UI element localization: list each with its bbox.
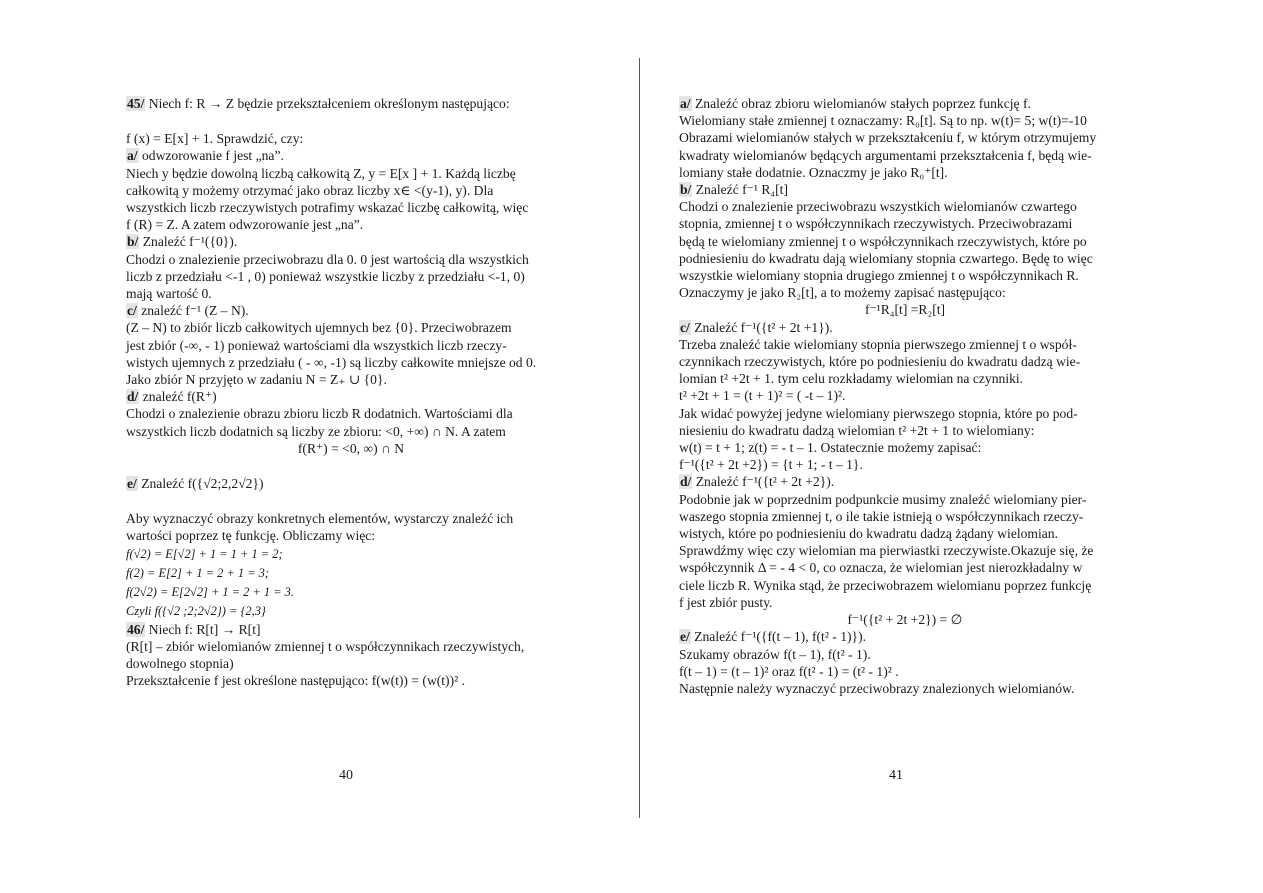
text-line	[679, 112, 1131, 129]
line-text: Znaleźć f⁻¹({t² + 2t +1}).	[690, 319, 833, 335]
text-line	[126, 440, 576, 457]
text-line	[126, 510, 576, 527]
line-text: f(2) = E[2] + 1 = 2 + 1 = 3;	[126, 565, 269, 580]
line-text: Jak widać powyżej jedyne wielomiany pierwszego stopnia, które po pod-	[679, 405, 1078, 421]
text-line	[679, 164, 1131, 181]
line-text: odwzorowanie f jest „na”.	[138, 148, 284, 164]
text-line	[679, 198, 1131, 215]
line-text: Szukamy obrazów f(t – 1), f(t² - 1).	[679, 646, 871, 662]
exercise-marker: e/	[680, 629, 690, 645]
text-line	[679, 250, 1131, 267]
text-line	[679, 233, 1131, 250]
line-text: (R[t] – zbiór wielomianów zmiennej t o współczynnikach rzeczywistych,	[126, 638, 525, 654]
text-line	[126, 233, 576, 250]
line-text: Aby wyznaczyć obrazy konkretnych elementów, wystarczy znaleźć ich	[126, 511, 514, 527]
text-line	[126, 337, 576, 354]
line-text: Znaleźć f⁻¹ R₄[t]	[692, 182, 788, 198]
text-line	[126, 405, 576, 422]
line-text: jest zbiór (-∞, - 1) ponieważ wartościami dla wszystkich liczb rzeczy-	[126, 337, 507, 353]
text-line	[126, 672, 576, 689]
text-line	[679, 267, 1131, 284]
text-line	[126, 655, 576, 672]
text-line	[679, 405, 1131, 422]
line-text: Znaleźć f⁻¹({0}).	[139, 234, 238, 250]
line-text: f(√2) = E[√2] + 1 = 1 + 1 = 2;	[126, 546, 283, 561]
text-line	[679, 353, 1131, 370]
line-text: waszego stopnia zmiennej t, o ile takie istnieją o współczynnikach rzeczy-	[679, 508, 1084, 524]
line-text: t² +2t + 1 = (t + 1)² = ( -t – 1)².	[679, 388, 846, 404]
line-text: czynnikach rzeczywistych, które po podniesieniu do kwadratu dadzą wie-	[679, 354, 1081, 370]
text-line	[126, 371, 576, 388]
exercise-marker: d/	[680, 474, 692, 490]
line-text: znaleźć f⁻¹ (Z – N).	[137, 303, 249, 319]
text-line	[126, 319, 576, 336]
text-line	[126, 302, 576, 319]
text-line	[679, 663, 1131, 680]
text-line	[679, 559, 1131, 576]
line-text: Niech y będzie dowolną liczbą całkowitą Z, y = E[x ] + 1. Każdą liczbę	[126, 165, 516, 181]
text-line	[679, 646, 1131, 663]
text-line	[679, 594, 1131, 611]
text-line	[679, 95, 1131, 112]
line-text: f (x) = E[x] + 1. Sprawdzić, czy:	[126, 131, 304, 147]
text-line	[126, 545, 576, 564]
line-text: Chodzi o znalezienie przeciwobrazu wszystkich wielomianów czwartego	[679, 199, 1077, 215]
line-text: wartości poprzez tę funkcję. Obliczamy więc:	[126, 528, 376, 544]
right-page-number: 41	[889, 768, 903, 783]
text-line	[679, 147, 1131, 164]
line-text: f⁻¹({t² + 2t +2}) = {t + 1; - t – 1}.	[679, 457, 863, 473]
line-text: wistych ujemnych z przedziału ( - ∞, -1) są liczby całkowite mniejsze od 0.	[126, 354, 537, 370]
exercise-marker: b/	[680, 182, 692, 198]
exercise-marker: c/	[127, 303, 137, 319]
text-line	[126, 564, 576, 583]
line-text: Oznaczymy je jako R₂[t], a to możemy zapisać następująco:	[679, 285, 1006, 301]
text-line	[679, 422, 1131, 439]
spacer	[126, 457, 576, 475]
text-line	[126, 268, 576, 285]
right-page	[679, 95, 1131, 697]
exercise-marker: 46/	[127, 621, 145, 637]
line-text: lomian t² +2t + 1. tym celu rozkładamy wielomian na czynniki.	[679, 371, 1024, 387]
exercise-marker: a/	[127, 148, 138, 164]
line-text: dowolnego stopnia)	[126, 656, 234, 672]
left-page	[126, 95, 576, 689]
line-text: f⁻¹R₄[t] =R₂[t]	[864, 302, 946, 318]
text-line	[679, 387, 1131, 404]
text-line	[126, 621, 576, 638]
text-line	[126, 165, 576, 182]
text-line	[126, 147, 576, 164]
line-text: Podobnie jak w poprzednim podpunkcie musimy znaleźć wielomiany pier-	[679, 491, 1087, 507]
text-line	[679, 301, 1131, 318]
text-line	[126, 285, 576, 302]
text-line	[679, 129, 1131, 146]
book-spine	[639, 58, 640, 818]
line-text: Następnie należy wyznaczyć przeciwobrazy znalezionych wielomianów.	[679, 680, 1075, 696]
text-line	[126, 638, 576, 655]
exercise-marker: c/	[680, 319, 690, 335]
text-line	[126, 423, 576, 440]
line-text: Znaleźć f⁻¹({t² + 2t +2}).	[692, 474, 835, 490]
line-text: f(R⁺) = <0, ∞) ∩ N	[297, 440, 405, 456]
text-line	[126, 354, 576, 371]
line-text: lomiany stałe dodatnie. Oznaczmy je jako R₀⁺[t].	[679, 164, 948, 180]
line-text: Sprawdźmy więc czy wielomian ma pierwiastki rzeczywiste.Okazuje się, że	[679, 543, 1094, 559]
exercise-marker: 45/	[127, 96, 145, 111]
text-line	[679, 577, 1131, 594]
line-text: liczb z przedziału <-1 , 0) ponieważ wszystkie liczby z przedziału <-1, 0)	[126, 268, 525, 284]
line-text: wistych, które po podniesieniu do kwadratu dadzą żądany wielomian.	[679, 526, 1059, 542]
text-line	[126, 182, 576, 199]
spacer	[126, 112, 576, 130]
text-line	[126, 216, 576, 233]
line-text: mają wartość 0.	[126, 286, 212, 302]
text-line	[679, 181, 1131, 198]
text-line	[679, 319, 1131, 336]
exercise-marker: b/	[127, 234, 139, 250]
line-text: (Z – N) to zbiór liczb całkowitych ujemnych bez {0}. Przeciwobrazem	[126, 320, 512, 336]
line-text: f (R) = Z. A zatem odwzorowanie jest „na”.	[126, 217, 364, 233]
left-page-number: 40	[339, 768, 353, 783]
text-line	[679, 542, 1131, 559]
text-line	[679, 628, 1131, 645]
text-line	[126, 251, 576, 268]
text-line	[679, 473, 1131, 490]
line-text: w(t) = t + 1; z(t) = - t – 1. Ostatecznie możemy zapisać:	[679, 440, 982, 456]
exercise-marker: a/	[680, 96, 691, 111]
line-text: całkowitą y możemy otrzymać jako obraz liczby x∈ <(y-1), y). Dla	[126, 182, 494, 198]
line-text: f⁻¹({t² + 2t +2}) = ∅	[847, 612, 963, 628]
line-text: wszystkich liczb rzeczywistych potrafimy wskazać liczbę całkowitą, więc	[126, 200, 529, 216]
exercise-marker: d/	[127, 389, 139, 405]
line-text: Obrazami wielomianów stałych w przekształceniu f, w którym otrzymujemy	[679, 130, 1097, 146]
line-text: Wielomiany stałe zmiennej t oznaczamy: R₀[t]. Są to np. w(t)= 5; w(t)=-10	[679, 113, 1087, 129]
text-line	[679, 456, 1131, 473]
text-line	[679, 680, 1131, 697]
line-text: f(t – 1) = (t – 1)² oraz f(t² - 1) = (t² - 1)² .	[679, 663, 899, 679]
spacer	[126, 492, 576, 510]
line-text: Chodzi o znalezienie przeciwobrazu dla 0. 0 jest wartością dla wszystkich	[126, 251, 529, 267]
line-text: Przekształcenie f jest określone następująco: f(w(t)) = (w(t))² .	[126, 673, 465, 689]
text-line	[679, 215, 1131, 232]
line-text: Chodzi o znalezienie obrazu zbioru liczb R dodatnich. Wartościami dla	[126, 406, 513, 422]
line-text: podniesieniu do kwadratu dają wielomiany stopnia czwartego. Będę to więc	[679, 250, 1093, 266]
text-line	[679, 611, 1131, 628]
line-text: Znaleźć f({√2;2,2√2})	[137, 476, 264, 492]
line-text: Niech f: R → Z będzie przekształceniem określonym następująco:	[145, 96, 510, 111]
text-line	[126, 130, 576, 147]
text-line	[126, 95, 576, 112]
text-line	[126, 583, 576, 602]
line-text: znaleźć f(R⁺)	[139, 389, 217, 405]
text-line	[126, 602, 576, 621]
line-text: f(2√2) = E[2√2] + 1 = 2 + 1 = 3.	[126, 584, 294, 599]
line-text: będą te wielomiany zmiennej t o współczynnikach rzeczywistych, które po	[679, 233, 1087, 249]
line-text: wszystkich liczb dodatnich są liczby ze zbioru: <0, +∞) ∩ N. A zatem	[126, 423, 506, 439]
text-line	[679, 284, 1131, 301]
line-text: ciele liczb R. Wynika stąd, że przeciwobrazem wielomianu poprzez funkcję	[679, 577, 1092, 593]
text-line	[679, 508, 1131, 525]
text-line	[126, 527, 576, 544]
line-text: f jest zbiór pusty.	[679, 594, 773, 610]
line-text: Znaleźć f⁻¹({f(t – 1), f(t² - 1)}).	[690, 629, 866, 645]
text-line	[126, 475, 576, 492]
text-line	[679, 491, 1131, 508]
text-line	[126, 388, 576, 405]
line-text: Znaleźć obraz zbioru wielomianów stałych poprzez funkcję f.	[691, 96, 1031, 111]
text-line	[679, 525, 1131, 542]
exercise-marker: e/	[127, 476, 137, 492]
line-text: współczynnik Δ = - 4 < 0, co oznacza, że wielomian jest nierozkładalny w	[679, 560, 1083, 576]
text-line	[679, 336, 1131, 353]
line-text: niesieniu do kwadratu dadzą wielomian t² +2t + 1 to wielomiany:	[679, 422, 1035, 438]
line-text: stopnia, zmiennej t o współczynnikach rzeczywistych. Przeciwobrazami	[679, 216, 1073, 232]
text-line	[679, 439, 1131, 456]
line-text: Czyli f({√2 ;2;2√2}) = {2,3}	[126, 603, 266, 618]
line-text: Jako zbiór N przyjęto w zadaniu N = Z₊ ∪ {0}.	[126, 372, 387, 388]
line-text: kwadraty wielomianów będących argumentami przekształcenia f, będą wie-	[679, 147, 1092, 163]
line-text: Trzeba znaleźć takie wielomiany stopnia pierwszego zmiennej t o współ-	[679, 336, 1077, 352]
text-line	[126, 199, 576, 216]
text-line	[679, 370, 1131, 387]
line-text: Niech f: R[t] → R[t]	[145, 621, 261, 637]
line-text: wszystkie wielomiany stopnia drugiego zmiennej t o współczynnikach R.	[679, 268, 1079, 284]
